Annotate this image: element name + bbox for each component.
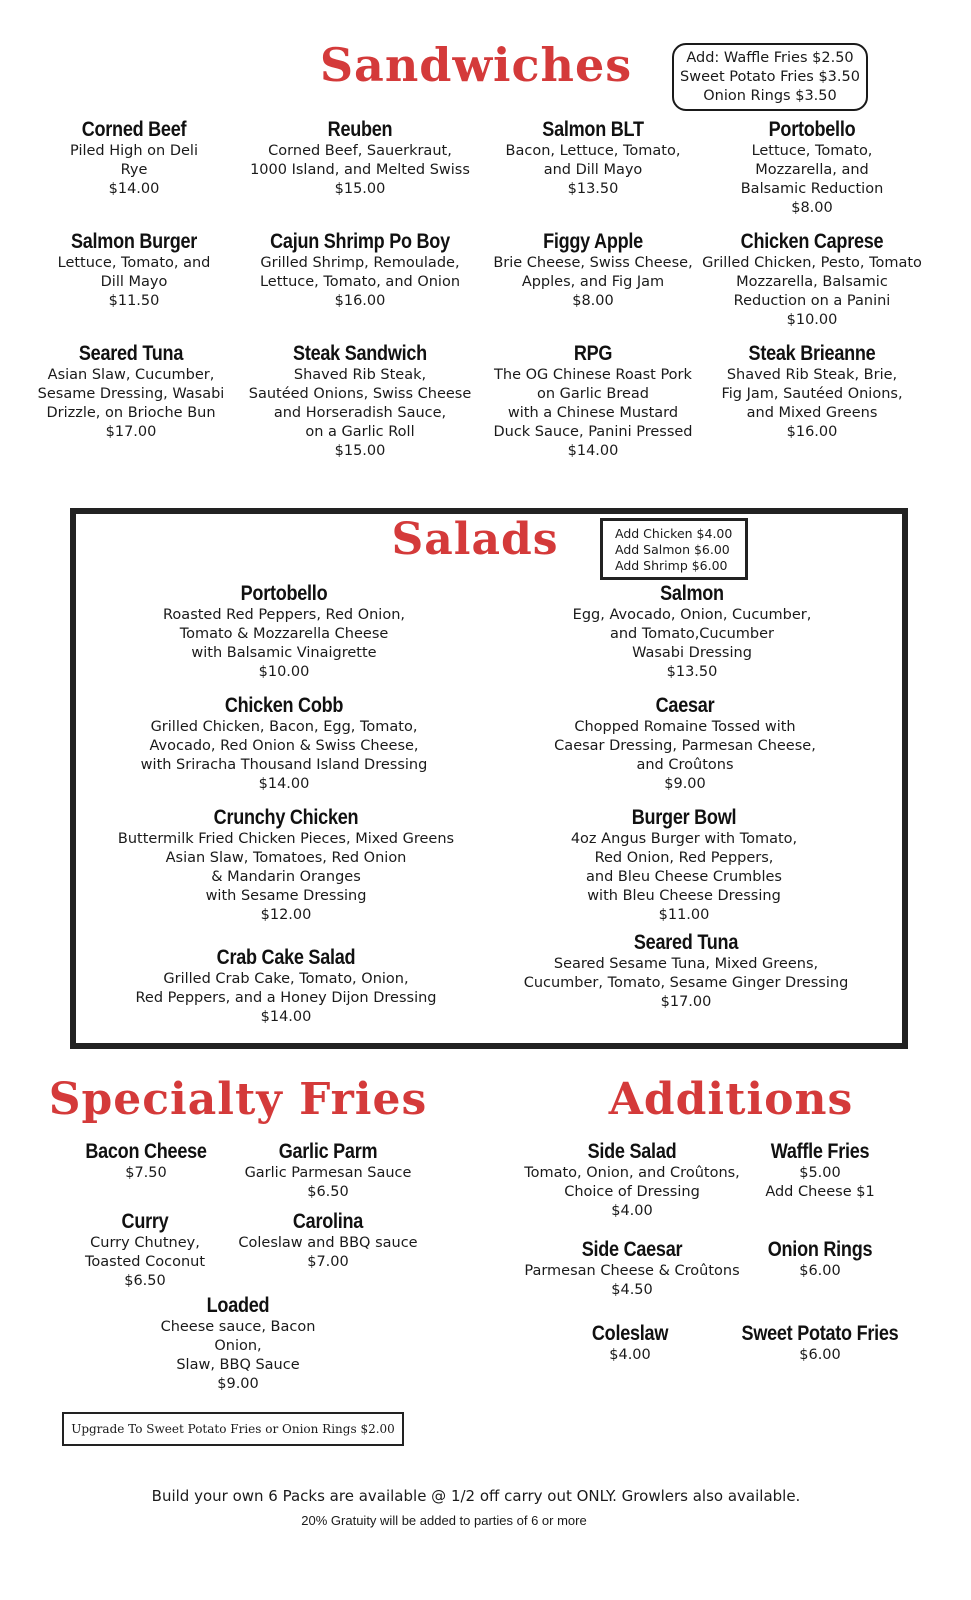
menu-item [163, 582, 405, 682]
item-description: with Balsamic Vinaigrette [191, 645, 377, 661]
item-description: Tomato, Onion, and Croûtons, [524, 1165, 740, 1181]
item-price: $6.50 [307, 1184, 349, 1200]
item-description: Caesar Dressing, Parmesan Cheese, [554, 738, 816, 754]
item-description: Duck Sauce, Panini Pressed [493, 424, 693, 440]
item-description: and Croûtons [636, 757, 734, 773]
item-description: Red Peppers, and a Honey Dijon Dressing [135, 990, 437, 1006]
menu-item [573, 582, 812, 682]
item-description: on Garlic Bread [536, 386, 649, 402]
menu-item [141, 694, 428, 794]
item-description: Corned Beef, Sauerkraut, [268, 143, 452, 159]
item-name: Seared Tuna [633, 931, 739, 954]
item-description: on a Garlic Roll [305, 424, 415, 440]
item-price: $15.00 [334, 181, 386, 197]
item-name: Steak Sandwich [293, 342, 427, 365]
item-name: Curry [121, 1210, 169, 1233]
sandwich-add-box [672, 43, 868, 111]
item-name: Garlic Parm [278, 1140, 378, 1163]
menu-item [729, 1322, 911, 1365]
item-price: $6.50 [124, 1273, 166, 1289]
menu-item [524, 1238, 739, 1300]
item-description: Tomato & Mozzarella Cheese [179, 626, 389, 642]
item-name: Crunchy Chicken [213, 806, 359, 829]
item-extra: Add Cheese $1 [765, 1184, 875, 1200]
upgrade-note: Upgrade To Sweet Potato Fries or Onion Rings $2.00 [62, 1412, 404, 1446]
item-description: Buttermilk Fried Chicken Pieces, Mixed Greens [117, 831, 455, 847]
item-description: Sautéed Onions, Swiss Cheese [248, 386, 472, 402]
item-price: $12.00 [260, 907, 312, 923]
menu-item [118, 806, 454, 925]
item-description: Toasted Coconut [84, 1254, 206, 1270]
item-description: with Sesame Dressing [205, 888, 367, 904]
item-description: and Tomato,Cucumber [609, 626, 775, 642]
item-price: $13.50 [666, 664, 718, 680]
salads-heading: Salads [391, 514, 559, 565]
menu-item [85, 1210, 205, 1291]
item-price: $17.00 [105, 424, 157, 440]
item-name: Side Salad [587, 1140, 677, 1163]
item-description: Apples, and Fig Jam [521, 274, 665, 290]
menu-item [245, 1140, 412, 1202]
item-description: Choice of Dressing [564, 1184, 700, 1200]
item-description: Cucumber, Tomato, Sesame Ginger Dressing [523, 975, 849, 991]
item-description: Piled High on Deli [70, 143, 198, 159]
item-description: Cheese sauce, Bacon [160, 1319, 316, 1335]
item-description: Grilled Shrimp, Remoulade, [260, 255, 460, 271]
item-description: Grilled Chicken, Pesto, Tomato [702, 255, 922, 271]
item-price: $11.50 [108, 293, 160, 309]
six-pack-note: Build your own 6 Packs are available @ 1/2 off carry out ONLY. Growlers also available. [151, 1487, 801, 1505]
item-description: Wasabi Dressing [632, 645, 752, 661]
item-price: $8.00 [791, 200, 833, 216]
menu-item [249, 342, 472, 461]
item-description: and Horseradish Sauce, [273, 405, 447, 421]
menu-item [58, 230, 211, 311]
item-name: Portobello [240, 582, 328, 605]
item-price: $14.00 [108, 181, 160, 197]
item-price: $4.50 [611, 1282, 653, 1298]
item-description: Avocado, Red Onion & Swiss Cheese, [149, 738, 419, 754]
menu-item [250, 118, 470, 199]
item-description: Shaved Rib Steak, [293, 367, 427, 383]
item-name: Salmon BLT [542, 118, 644, 141]
item-name: Figgy Apple [543, 230, 643, 253]
item-description: Shaved Rib Steak, Brie, [726, 367, 898, 383]
item-description: Balsamic Reduction [740, 181, 884, 197]
item-name: Crab Cake Salad [216, 946, 356, 969]
item-description: and Bleu Cheese Crumbles [586, 869, 782, 885]
item-price: $6.00 [799, 1263, 841, 1279]
item-description: Parmesan Cheese & Croûtons [524, 1263, 740, 1279]
item-description: Reduction on a Panini [733, 293, 891, 309]
menu-item [493, 342, 692, 461]
item-price: $5.00 [799, 1165, 841, 1181]
add-line: Add Chicken $4.00 [615, 526, 733, 541]
item-description: Lettuce, Tomato, [751, 143, 873, 159]
item-description: 4oz Angus Burger with Tomato, [570, 831, 798, 847]
menu-item [238, 1210, 417, 1272]
item-description: Onion, [214, 1338, 262, 1354]
item-description: Sesame Dressing, Wasabi [37, 386, 225, 402]
item-description: Seared Sesame Tuna, Mixed Greens, [553, 956, 819, 972]
item-price: $8.00 [572, 293, 614, 309]
item-name: Portobello [768, 118, 856, 141]
menu-item [38, 342, 225, 442]
specialty-fries-heading: Specialty Fries [48, 1074, 428, 1125]
item-name: Chicken Caprese [740, 230, 884, 253]
item-name: Burger Bowl [631, 806, 737, 829]
item-price: $9.00 [217, 1376, 259, 1392]
item-description: Slaw, BBQ Sauce [176, 1357, 300, 1373]
add-line: Add: Waffle Fries $2.50 [686, 50, 854, 66]
item-description: Brie Cheese, Swiss Cheese, [493, 255, 693, 271]
item-description: Fig Jam, Sautéed Onions, [721, 386, 903, 402]
item-description: with a Chinese Mustard [507, 405, 679, 421]
sandwiches-heading: Sandwiches [319, 38, 633, 92]
item-description: Curry Chutney, [90, 1235, 200, 1251]
menu-item [256, 230, 465, 311]
item-description: Lettuce, Tomato, and Onion [259, 274, 461, 290]
item-name: Sweet Potato Fries [741, 1322, 899, 1345]
item-price: $9.00 [664, 776, 706, 792]
menu-item [554, 694, 816, 794]
menu-item [571, 806, 797, 925]
menu-item [75, 1140, 216, 1183]
item-price: $4.00 [611, 1203, 653, 1219]
add-line: Sweet Potato Fries $3.50 [680, 69, 860, 85]
item-name: Side Caesar [581, 1238, 683, 1261]
item-price: $6.00 [799, 1347, 841, 1363]
item-price: $10.00 [786, 312, 838, 328]
item-name: Seared Tuna [78, 342, 184, 365]
item-description: and Dill Mayo [543, 162, 643, 178]
item-description: Grilled Crab Cake, Tomato, Onion, [163, 971, 409, 987]
item-description: Dill Mayo [100, 274, 168, 290]
menu-item [763, 1140, 878, 1202]
menu-item [493, 230, 692, 311]
item-description: Chopped Romaine Tossed with [574, 719, 796, 735]
item-description: Rye [120, 162, 148, 178]
item-name: Chicken Cobb [224, 694, 344, 717]
item-name: RPG [573, 342, 613, 365]
menu-item [136, 946, 437, 1027]
item-price: $17.00 [660, 994, 712, 1010]
item-name: Waffle Fries [770, 1140, 870, 1163]
item-description: Red Onion, Red Peppers, [594, 850, 774, 866]
gratuity-note: 20% Gratuity will be added to parties of 6 or more [301, 1513, 587, 1528]
item-name: Bacon Cheese [85, 1140, 207, 1163]
menu-item [506, 118, 681, 199]
item-description: Lettuce, Tomato, and [57, 255, 211, 271]
item-description: Mozzarella, and [755, 162, 869, 178]
item-description: Mozzarella, Balsamic [736, 274, 888, 290]
item-description: Asian Slaw, Tomatoes, Red Onion [165, 850, 407, 866]
add-line: Add Shrimp $6.00 [615, 558, 728, 573]
item-price: $15.00 [334, 443, 386, 459]
item-name: Corned Beef [81, 118, 187, 141]
menu-item [70, 118, 198, 199]
item-description: Egg, Avocado, Onion, Cucumber, [572, 607, 812, 623]
item-price: $4.00 [609, 1347, 651, 1363]
additions-heading: Additions [608, 1074, 854, 1125]
item-description: Asian Slaw, Cucumber, [47, 367, 215, 383]
menu-item [524, 931, 849, 1012]
item-name: Cajun Shrimp Po Boy [270, 230, 450, 253]
item-description: Bacon, Lettuce, Tomato, [505, 143, 681, 159]
menu-item [759, 1238, 881, 1281]
menu-item [741, 118, 884, 218]
add-line: Add Salmon $6.00 [615, 542, 730, 557]
add-line: Onion Rings $3.50 [703, 88, 837, 104]
item-description: & Mandarin Oranges [211, 869, 361, 885]
item-price: $7.50 [125, 1165, 167, 1181]
item-description: Coleslaw and BBQ sauce [238, 1235, 418, 1251]
item-price: $14.00 [258, 776, 310, 792]
item-description: with Bleu Cheese Dressing [587, 888, 781, 904]
menu-item [524, 1140, 740, 1221]
item-price: $11.00 [658, 907, 710, 923]
item-description: and Mixed Greens [746, 405, 878, 421]
item-price: $10.00 [258, 664, 310, 680]
menu-item [721, 342, 902, 442]
item-name: Salmon Burger [70, 230, 198, 253]
menu-item [702, 230, 922, 330]
item-name: Reuben [327, 118, 393, 141]
item-price: $13.50 [567, 181, 619, 197]
item-price: $14.00 [567, 443, 619, 459]
item-description: The OG Chinese Roast Pork [494, 367, 692, 383]
item-description: with Sriracha Thousand Island Dressing [140, 757, 428, 773]
item-name: Loaded [206, 1294, 270, 1317]
item-name: Coleslaw [591, 1322, 669, 1345]
menu-item [586, 1322, 675, 1365]
item-name: Onion Rings [767, 1238, 873, 1261]
item-name: Steak Brieanne [748, 342, 876, 365]
item-name: Carolina [292, 1210, 364, 1233]
item-price: $7.00 [307, 1254, 349, 1270]
menu-item [161, 1294, 316, 1394]
item-description: Drizzle, on Brioche Bun [46, 405, 216, 421]
item-description: Garlic Parmesan Sauce [244, 1165, 412, 1181]
item-name: Salmon [660, 582, 724, 605]
item-description: 1000 Island, and Melted Swiss [250, 162, 470, 178]
salad-add-box [600, 518, 748, 580]
item-name: Caesar [655, 694, 715, 717]
item-price: $16.00 [334, 293, 386, 309]
item-price: $14.00 [260, 1009, 312, 1025]
item-description: Roasted Red Peppers, Red Onion, [163, 607, 405, 623]
item-price: $16.00 [786, 424, 838, 440]
item-description: Grilled Chicken, Bacon, Egg, Tomato, [150, 719, 418, 735]
